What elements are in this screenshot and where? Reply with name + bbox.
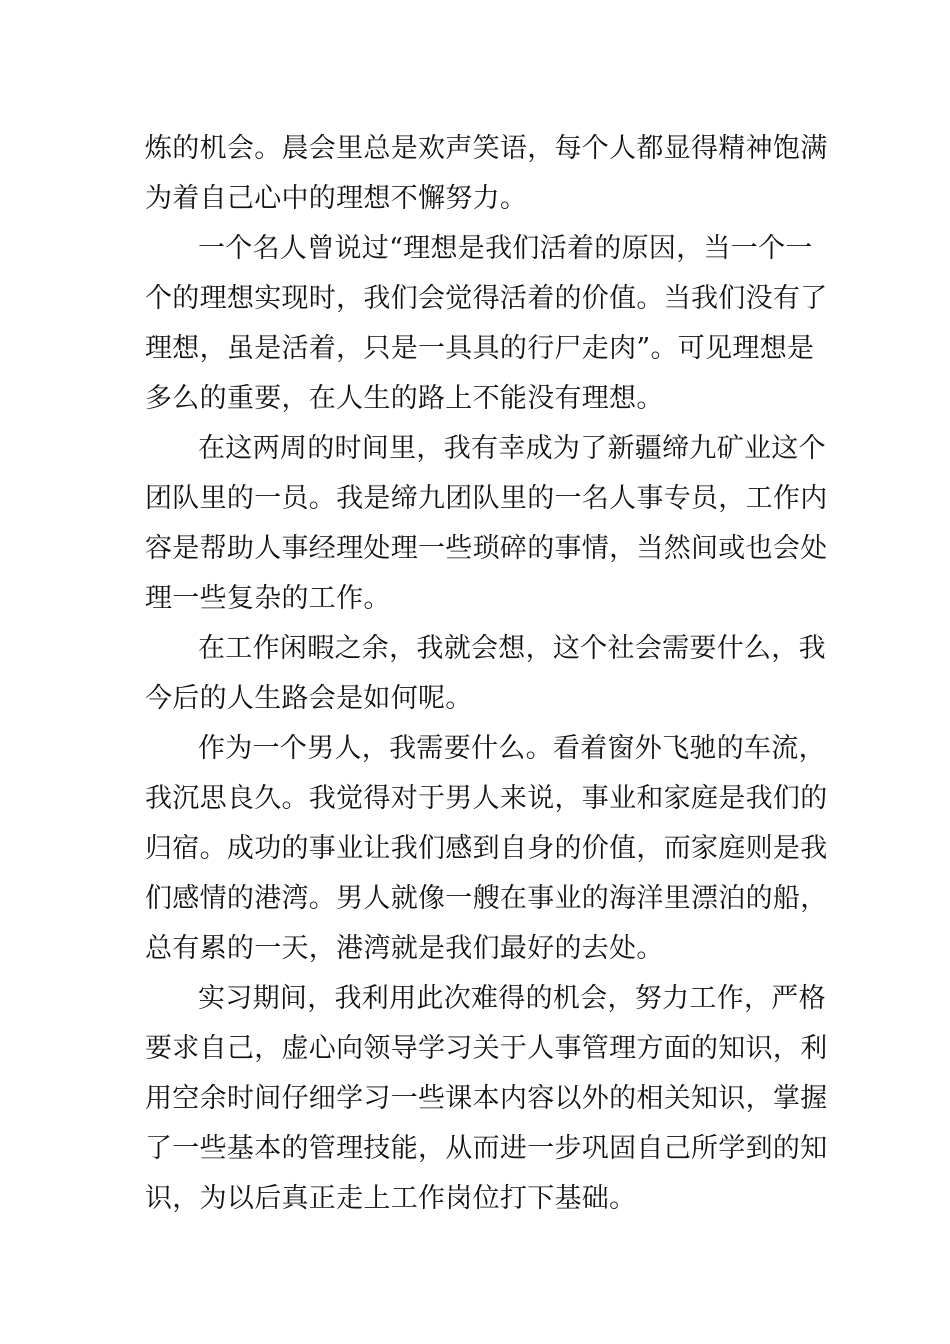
text-line: 要求自己，虚心向领导学习关于人事管理方面的知识，利 xyxy=(145,1033,828,1064)
text-line: 团队里的一员。我是缔九团队里的一名人事专员，工作内 xyxy=(145,483,828,514)
text-line: 理一些复杂的工作。 xyxy=(145,583,391,614)
text-line: 总有累的一天，港湾就是我们最好的去处。 xyxy=(145,933,664,964)
text-line: 用空余时间仔细学习一些课本内容以外的相关知识，掌握 xyxy=(145,1083,828,1114)
text-line: 在这两周的时间里，我有幸成为了新疆缔九矿业这个 xyxy=(198,433,826,464)
text-line: 了一些基本的管理技能，从而进一步巩固自己所学到的知 xyxy=(145,1133,828,1164)
text-line: 我沉思良久。我觉得对于男人来说，事业和家庭是我们的 xyxy=(145,783,828,814)
text-line: 为着自己心中的理想不懈努力。 xyxy=(145,183,528,214)
text-line: 识，为以后真正走上工作岗位打下基础。 xyxy=(145,1183,637,1214)
text-line: 作为一个男人，我需要什么。看着窗外飞驰的车流， xyxy=(198,733,826,764)
text-line: 个的理想实现时，我们会觉得活着的价值。当我们没有了 xyxy=(145,283,828,314)
text-line: 今后的人生路会是如何呢。 xyxy=(145,683,473,714)
text-line: 实习期间，我利用此次难得的机会，努力工作，严格 xyxy=(198,983,826,1014)
text-line: 归宿。成功的事业让我们感到自身的价值，而家庭则是我 xyxy=(145,833,828,864)
text-line: 们感情的港湾。男人就像一艘在事业的海洋里漂泊的船， xyxy=(145,883,828,914)
text-line: 炼的机会。晨会里总是欢声笑语，每个人都显得精神饱满 xyxy=(145,133,828,164)
text-line: 容是帮助人事经理处理一些琐碎的事情，当然间或也会处 xyxy=(145,533,828,564)
text-line: 多么的重要，在人生的路上不能没有理想。 xyxy=(145,383,664,414)
text-line: 在工作闲暇之余，我就会想，这个社会需要什么，我 xyxy=(198,633,826,664)
text-line: 一个名人曾说过“理想是我们活着的原因，当一个一 xyxy=(198,233,813,264)
text-line: 理想，虽是活着，只是一具具的行尸走肉”。可见理想是 xyxy=(145,333,815,364)
